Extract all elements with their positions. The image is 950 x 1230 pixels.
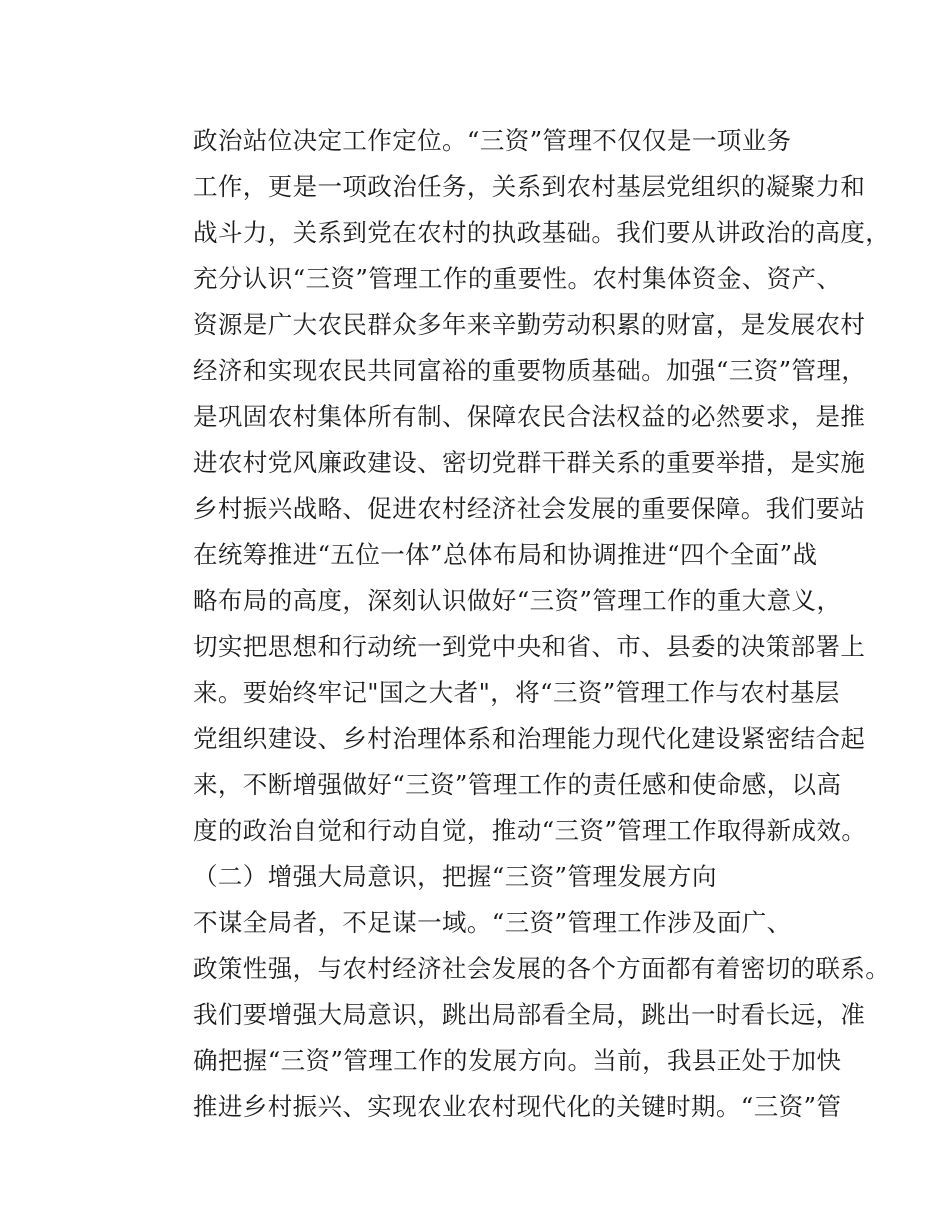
text-line: 来。要始终牢记"国之大者"，将“三资”管理工作与农村基层: [193, 678, 840, 707]
text-line: 略布局的高度，深刻认识做好“三资”管理工作的重大意义，: [193, 586, 842, 615]
text-line: 党组织建设、乡村治理体系和治理能力现代化建设紧密结合起: [193, 724, 866, 753]
body-paragraph: [144, 118, 891, 854]
text-line: 工作，更是一项政治任务，关系到农村基层党组织的凝聚力和: [193, 172, 866, 201]
text-line: 资源是广大农民群众多年来辛勤劳动积累的财富，是发展农村: [193, 310, 866, 339]
text-line: 政策性强，与农村经济社会发展的各个方面都有着密切的联系。: [193, 954, 891, 983]
text-line: 充分认识“三资”管理工作的重要性。农村集体资金、资产、: [193, 264, 842, 293]
text-line: 推进乡村振兴、实现农业农村现代化的关键时期。“三资”管: [193, 1092, 842, 1121]
text-line: 我们要增强大局意识，跳出局部看全局，跳出一时看长远，准: [193, 1000, 866, 1029]
text-line: 乡村振兴战略、促进农村经济社会发展的重要保障。我们要站: [193, 494, 866, 523]
section-heading: [144, 854, 824, 900]
text-line: 进农村党风廉政建设、密切党群干群关系的重要举措，是实施: [193, 448, 866, 477]
text-line: 经济和实现农民共同富裕的重要物质基础。加强“三资”管理，: [193, 356, 867, 385]
text-line: 是巩固农村集体所有制、保障农民合法权益的必然要求，是推: [193, 402, 866, 431]
text-line: 在统筹推进“五位一体”总体布局和协调推进“四个全面”战: [193, 540, 818, 569]
text-line: 切实把思想和行动统一到党中央和省、市、县委的决策部署上: [193, 632, 866, 661]
text-line: 战斗力，关系到党在农村的执政基础。我们要从讲政治的高度，: [193, 218, 891, 247]
text-line: 不谋全局者，不足谋一域。“三资”管理工作涉及面广、: [193, 908, 792, 937]
text-line: 确把握“三资”管理工作的发展方向。当前，我县正处于加快: [193, 1046, 842, 1075]
heading-text: （二）增强大局意识，把握“三资”管理发展方向: [193, 862, 717, 891]
body-paragraph: [144, 900, 891, 1130]
text-line: 来，不断增强做好“三资”管理工作的责任感和使命感，以高: [193, 770, 842, 799]
text-line: 度的政治自觉和行动自觉，推动“三资”管理工作取得新成效。: [193, 816, 867, 845]
document-body: [144, 118, 891, 1130]
text-line: 政治站位决定工作定位。“三资”管理不仅仅是一项业务: [193, 126, 792, 155]
